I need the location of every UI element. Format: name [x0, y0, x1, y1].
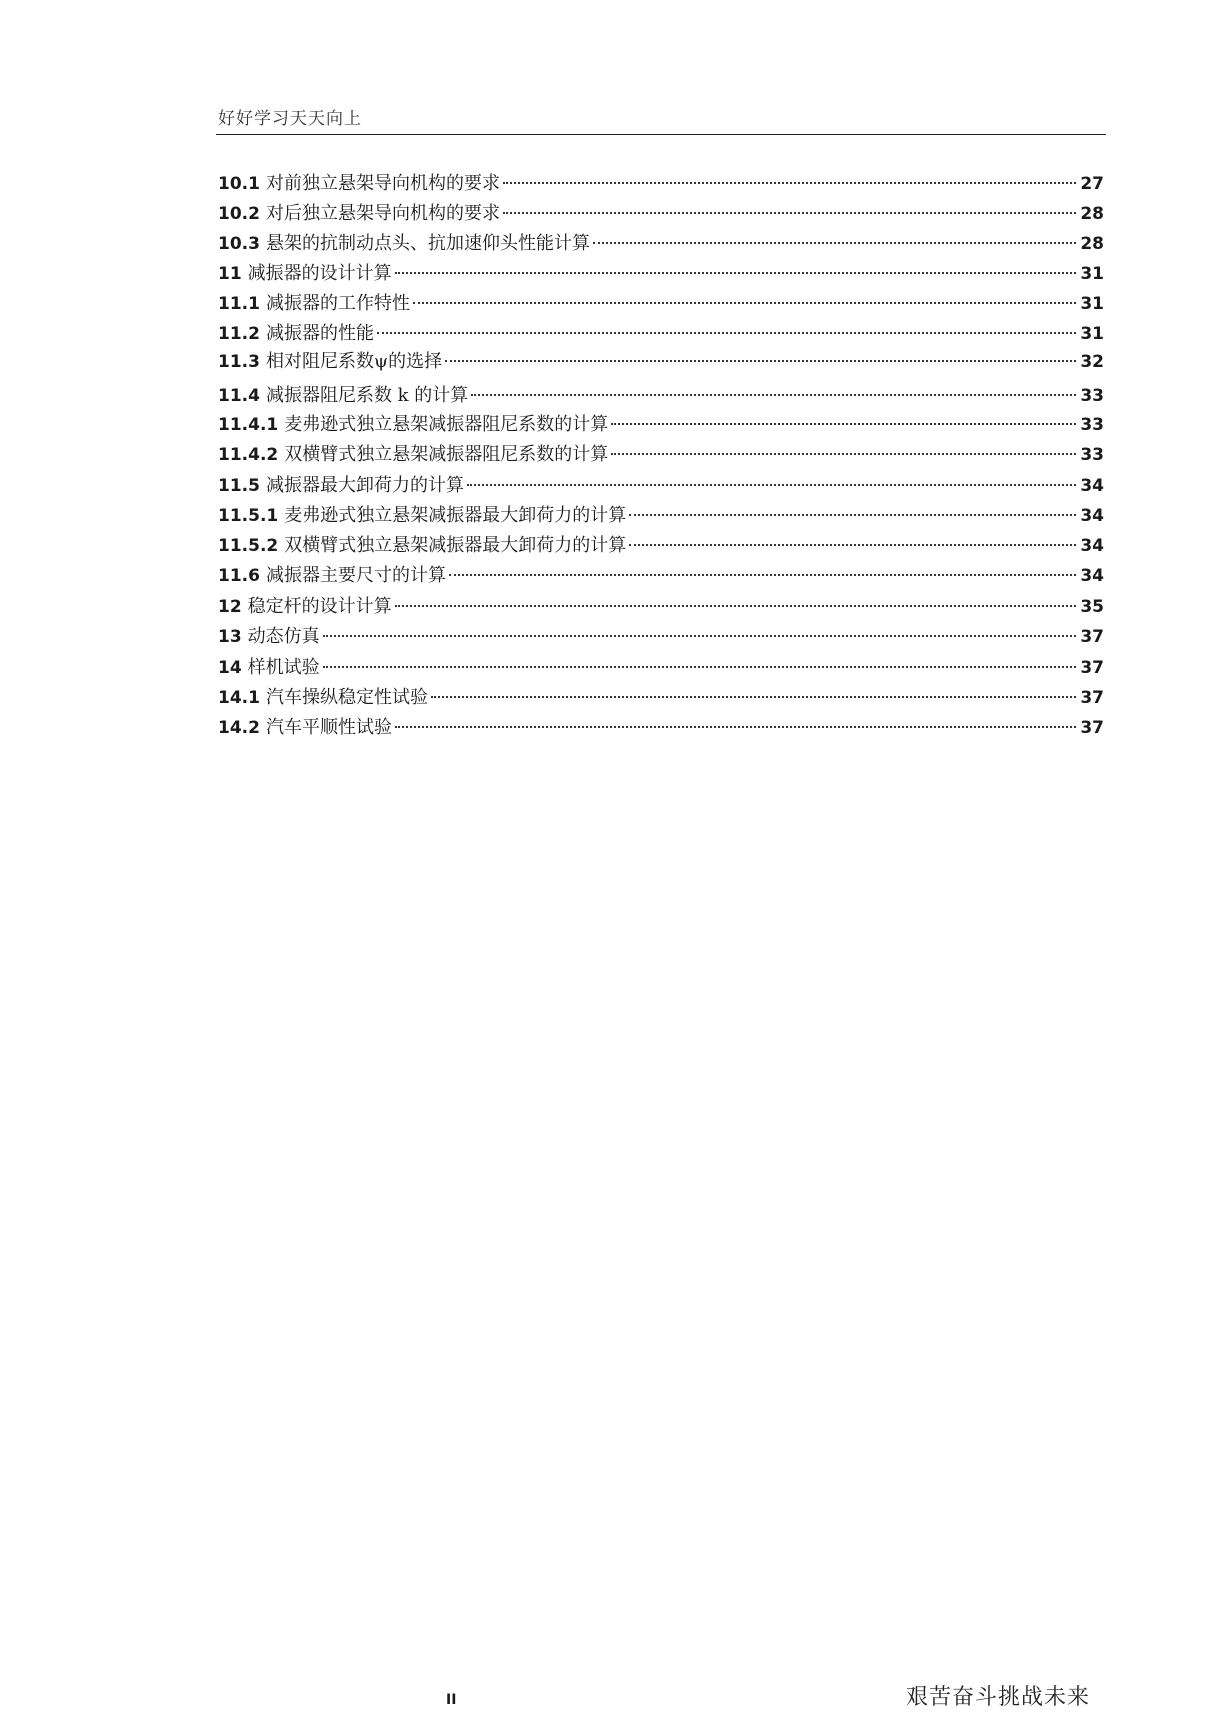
- toc-dot-leader: [629, 514, 1076, 516]
- toc-entry-page: 33: [1080, 415, 1104, 435]
- toc-entry-title: 汽车平顺性试验: [265, 717, 392, 738]
- toc-dot-leader: [395, 726, 1076, 728]
- toc-entry-number: 11.1: [218, 294, 260, 314]
- toc-entry-title: 对后独立悬架导向机构的要求: [265, 203, 500, 224]
- toc-dot-leader: [611, 423, 1076, 425]
- toc-entry-number: 11.5: [218, 476, 260, 496]
- toc-entry-page: 27: [1080, 174, 1104, 194]
- toc-entry-number: 10.1: [218, 174, 260, 194]
- toc-entry-title: 麦弗逊式独立悬架减振器阻尼系数的计算: [284, 414, 609, 435]
- toc-dot-leader: [611, 453, 1076, 455]
- toc-entry[interactable]: [218, 230, 1104, 258]
- toc-entry-number: 11.3: [218, 352, 260, 372]
- toc-entry[interactable]: [218, 472, 1104, 500]
- toc-dot-leader: [503, 212, 1076, 214]
- toc-dot-leader: [467, 484, 1076, 486]
- toc-entry[interactable]: [218, 502, 1104, 530]
- toc-entry-page: 34: [1080, 476, 1104, 496]
- toc-dot-leader: [503, 182, 1076, 184]
- toc-entry-title: 减振器的设计计算: [247, 263, 392, 284]
- toc-entry-title: 双横臂式独立悬架减振器阻尼系数的计算: [284, 444, 609, 465]
- toc-entry-title: 减振器最大卸荷力的计算: [265, 475, 464, 496]
- toc-entry-number: 14.1: [218, 688, 260, 708]
- toc-dot-leader: [593, 242, 1076, 244]
- toc-entry-page: 37: [1080, 688, 1104, 708]
- toc-dot-leader: [629, 544, 1076, 546]
- toc-entry-title: 汽车操纵稳定性试验: [265, 687, 428, 708]
- toc-entry-number: 11.6: [218, 566, 260, 586]
- toc-dot-leader: [445, 360, 1076, 362]
- toc-entry-number: 11: [218, 264, 242, 284]
- toc-entry-number: 14: [218, 658, 242, 678]
- toc-entry-page: 32: [1080, 352, 1104, 372]
- toc-entry-title: 减振器的性能: [265, 323, 374, 344]
- toc-entry-title: 悬架的抗制动点头、抗加速仰头性能计算: [265, 233, 590, 254]
- toc-entry[interactable]: [218, 170, 1104, 198]
- toc-dot-leader: [323, 666, 1077, 668]
- toc-entry[interactable]: [218, 382, 1104, 410]
- footer-motto: 艰苦奋斗挑战未来: [906, 1685, 1091, 1710]
- toc-dot-leader: [395, 605, 1077, 607]
- toc-entry-number: 11.4.2: [218, 445, 279, 465]
- toc-entry-title: 双横臂式独立悬架减振器最大卸荷力的计算: [284, 535, 627, 556]
- toc-entry-page: 28: [1080, 204, 1104, 224]
- toc-entry[interactable]: [218, 320, 1104, 348]
- toc-entry-title: 相对阻尼系数ψ的选择: [265, 351, 443, 372]
- toc-entry[interactable]: [218, 623, 1104, 651]
- toc-entry[interactable]: [218, 348, 1104, 376]
- toc-entry[interactable]: [218, 714, 1104, 742]
- toc-entry[interactable]: [218, 532, 1104, 560]
- toc-entry[interactable]: [218, 654, 1104, 682]
- toc-dot-leader: [413, 302, 1076, 304]
- toc-entry-page: 31: [1080, 294, 1104, 314]
- header-divider: [216, 134, 1106, 135]
- toc-entry-number: 12: [218, 597, 242, 617]
- toc-entry-number: 11.5.2: [218, 536, 279, 556]
- toc-entry-title: 稳定杆的设计计算: [247, 596, 392, 617]
- toc-entry[interactable]: [218, 411, 1104, 439]
- toc-entry[interactable]: [218, 290, 1104, 318]
- toc-dot-leader: [449, 574, 1076, 576]
- toc-entry-page: 34: [1080, 536, 1104, 556]
- toc-entry[interactable]: [218, 200, 1104, 228]
- toc-entry[interactable]: [218, 260, 1104, 288]
- toc-entry-number: 11.4: [218, 386, 260, 406]
- toc-entry[interactable]: [218, 441, 1104, 469]
- toc-dot-leader: [377, 332, 1076, 334]
- toc-entry-page: 37: [1080, 627, 1104, 647]
- toc-dot-leader: [395, 272, 1077, 274]
- footer-page-number: II: [446, 1692, 457, 1708]
- toc-entry-title: 减振器阻尼系数 k 的计算: [265, 385, 469, 406]
- toc-entry-page: 31: [1080, 264, 1104, 284]
- toc-entry-page: 33: [1080, 386, 1104, 406]
- toc-entry[interactable]: [218, 562, 1104, 590]
- toc-entry-number: 13: [218, 627, 242, 647]
- toc-entry[interactable]: [218, 593, 1104, 621]
- page-header-title: 好好学习天天向上: [218, 109, 362, 129]
- toc-entry-number: 11.2: [218, 324, 260, 344]
- toc-entry-number: 11.5.1: [218, 506, 279, 526]
- toc-entry-number: 11.4.1: [218, 415, 279, 435]
- toc-entry-page: 28: [1080, 234, 1104, 254]
- toc-entry-page: 33: [1080, 445, 1104, 465]
- toc-entry-number: 10.3: [218, 234, 260, 254]
- toc-dot-leader: [431, 696, 1076, 698]
- toc-entry-title: 样机试验: [247, 657, 320, 678]
- toc-entry-title: 麦弗逊式独立悬架减振器最大卸荷力的计算: [284, 505, 627, 526]
- toc-entry-title: 减振器主要尺寸的计算: [265, 565, 446, 586]
- toc-entry-page: 35: [1080, 597, 1104, 617]
- toc-entry-page: 34: [1080, 506, 1104, 526]
- toc-entry-page: 37: [1080, 718, 1104, 738]
- toc-entry[interactable]: [218, 684, 1104, 712]
- toc-entry-title: 动态仿真: [247, 626, 320, 647]
- toc-entry-page: 37: [1080, 658, 1104, 678]
- toc-dot-leader: [323, 635, 1077, 637]
- toc-entry-title: 减振器的工作特性: [265, 293, 410, 314]
- toc-entry-number: 10.2: [218, 204, 260, 224]
- toc-entry-page: 31: [1080, 324, 1104, 344]
- toc-entry-title: 对前独立悬架导向机构的要求: [265, 173, 500, 194]
- toc-entry-number: 14.2: [218, 718, 260, 738]
- toc-dot-leader: [471, 394, 1076, 396]
- toc-entry-page: 34: [1080, 566, 1104, 586]
